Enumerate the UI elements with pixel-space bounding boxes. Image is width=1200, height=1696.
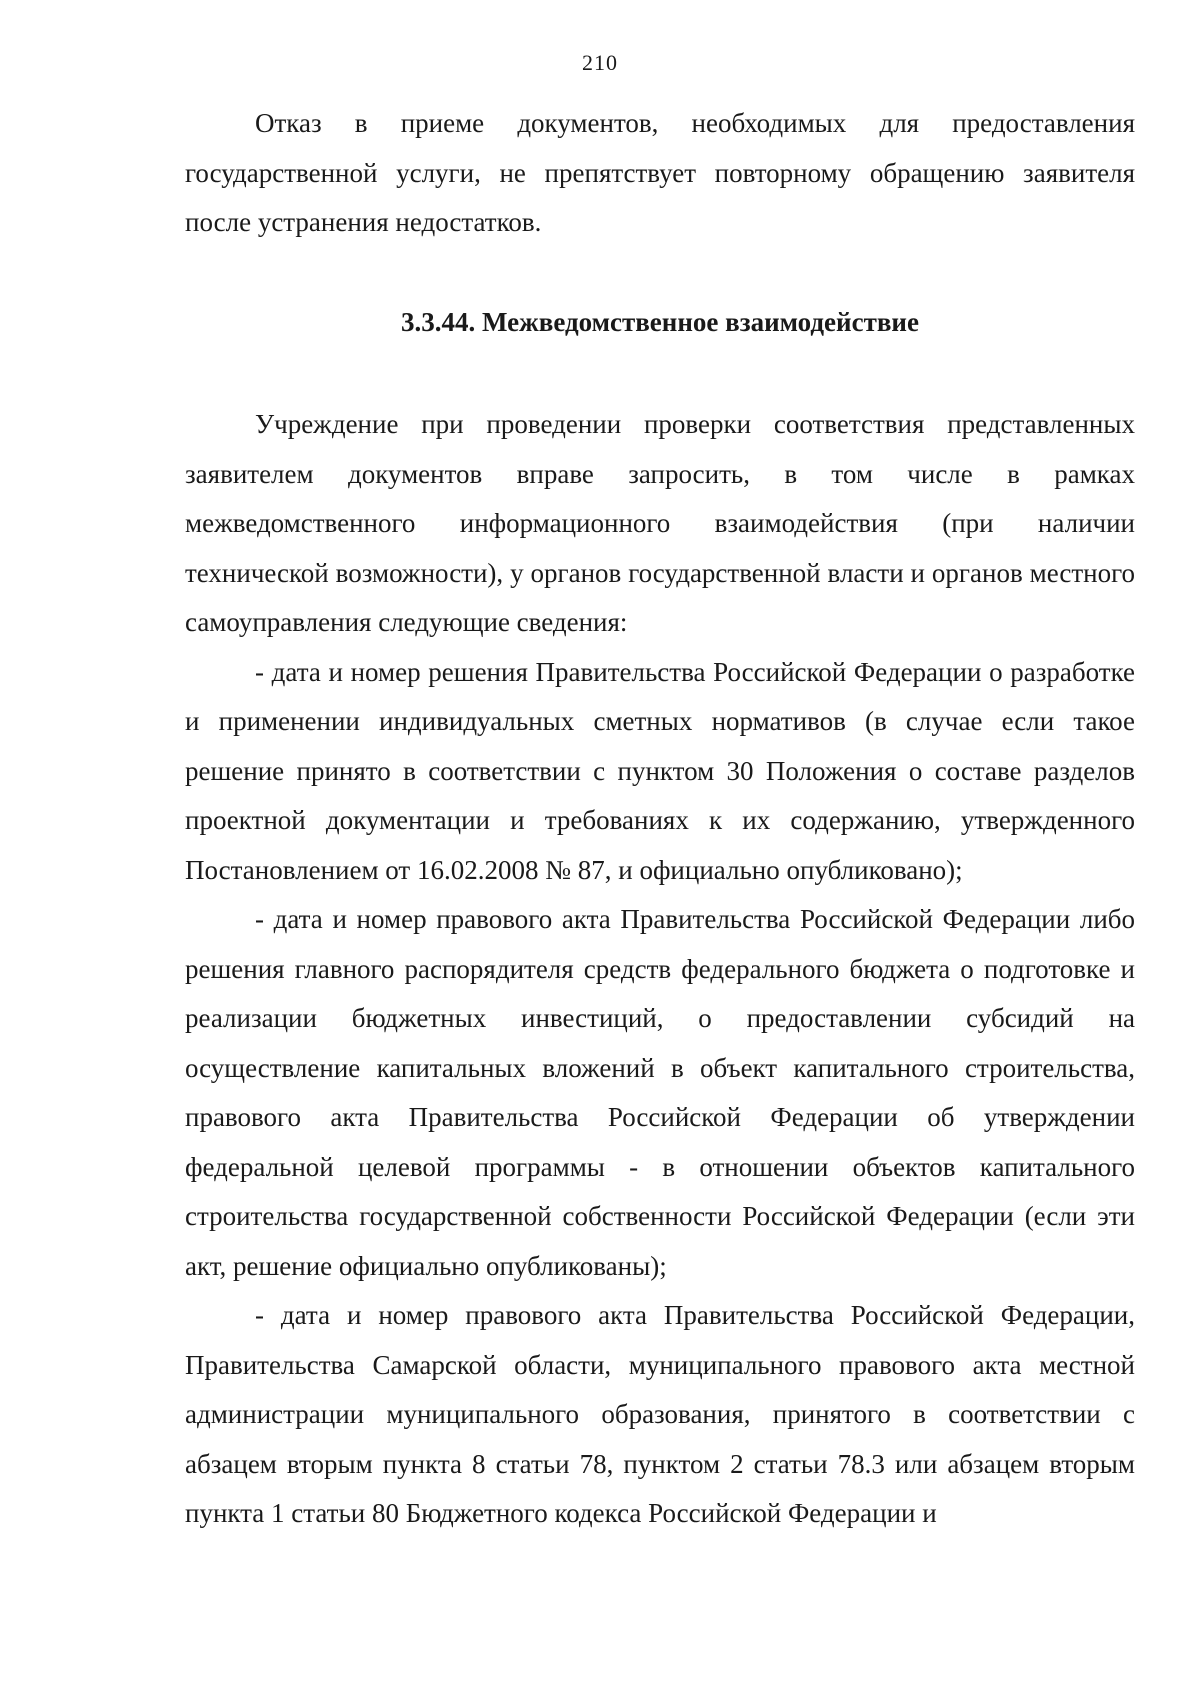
intro-section	[185, 99, 1135, 248]
page-number: 210	[582, 50, 618, 75]
section-heading: 3.3.44. Межведомственное взаимодействие	[401, 307, 919, 337]
list-item-regional-acts: - дата и номер правового акта Правительства Российской Федерации, Правительства Самарской области, муниципального правового акта местной администрации муниципального образования, принятого в соответствии с абзацем вторым пункта 8 статьи 78, пунктом 2 статьи 78.3 или абзацем вторым пункта 1 статьи 80 Бюджетного кодекса Российской Федерации и	[185, 1300, 1135, 1528]
section-body	[185, 400, 1135, 1539]
list-item-individual-norms: - дата и номер решения Правительства Российской Федерации о разработке и применении индивидуальных сметных нормативов (в случае если такое решение принято в соответствии с пунктом 30 Положения о составе разделов проектной документации и требованиях к их содержанию, утвержденного Постановлением от 16.02.2008 № 87, и официально опубликовано);	[185, 656, 1135, 885]
list-item-federal-investments: - дата и номер правового акта Правительства Российской Федерации либо решения главного распорядителя средств федерального бюджета о подготовке и реализации бюджетных инвестиций, о предоставлении субсидий на осуществление капитальных вложений в объект капитального строительства, правового акта Правительства Российской Федерации об утверждении федеральной целевой программы - в отношении объектов капитального строительства государственной собственности Российской Федерации (если эти акт, решение официально опубликованы);	[185, 904, 1135, 1281]
intro-paragraph: Отказ в приеме документов, необходимых для предоставления государственной услуги, не препятствует повторному обращению заявителя после устранения недостатков.	[185, 108, 1135, 237]
body-paragraph-intro: Учреждение при проведении проверки соответствия представленных заявителем документов вправе запросить, в том числе в рамках межведомственного информационного взаимодействия (при наличии технической возможности), у органов государственной власти и органов местного самоуправления следующие сведения:	[185, 409, 1135, 637]
